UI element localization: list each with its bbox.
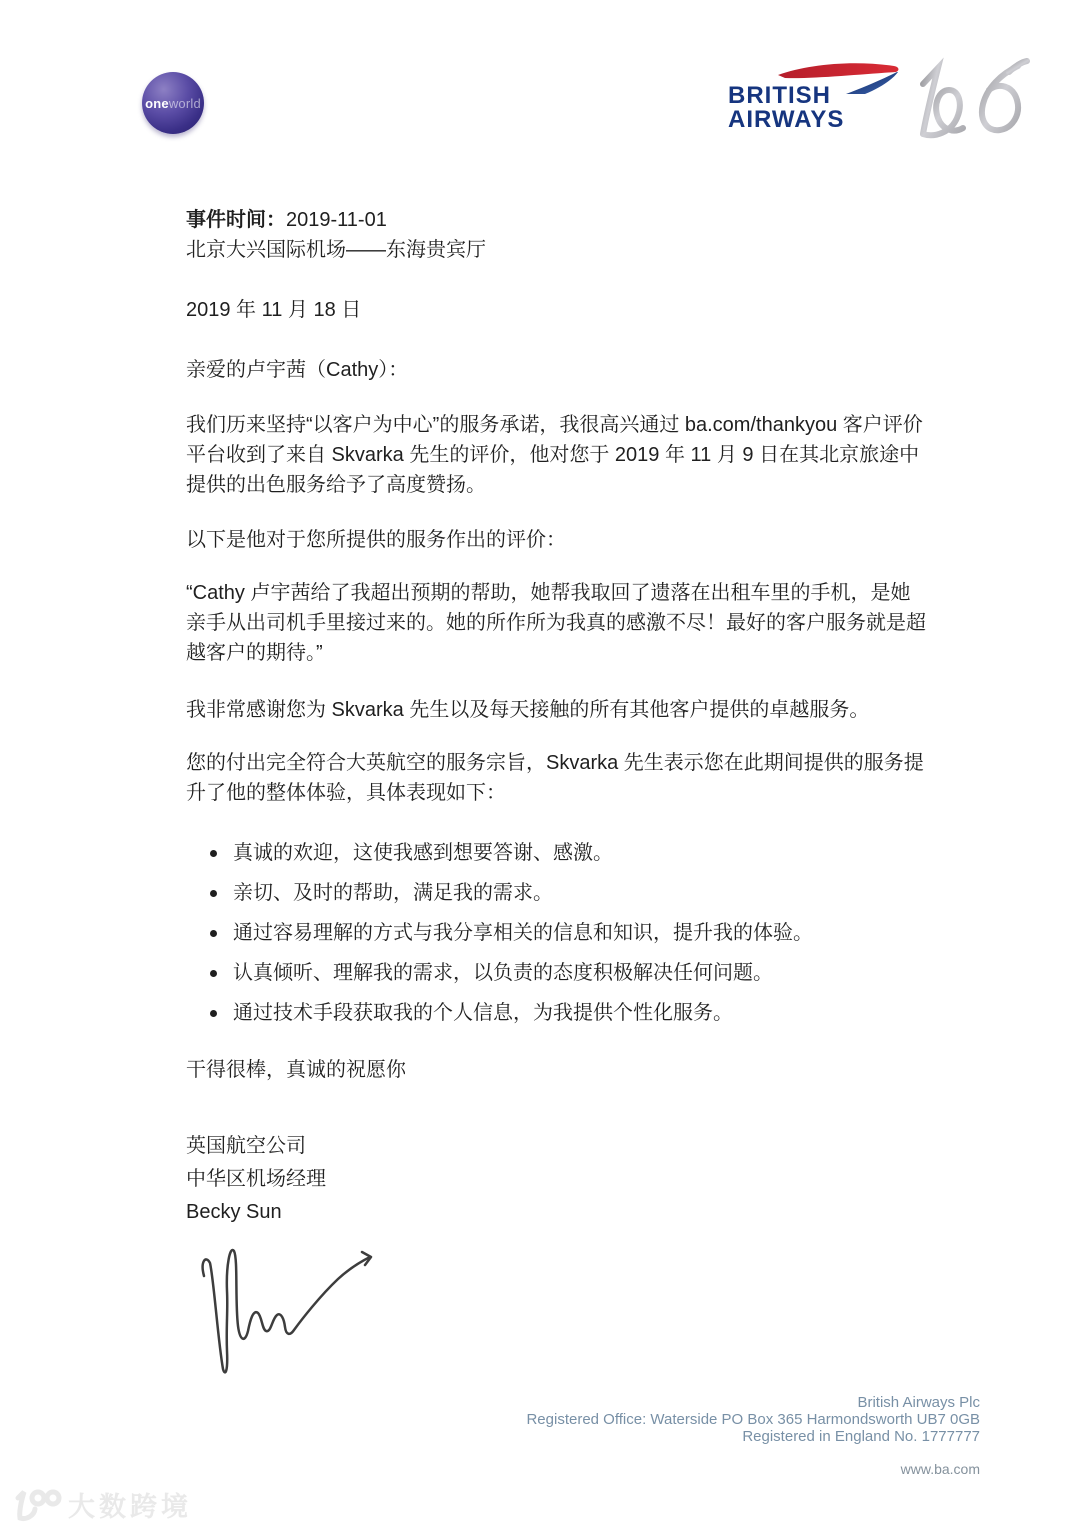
paragraph-lead-in: 以下是他对于您所提供的服务作出的评价： (186, 529, 566, 551)
company-name: 英国航空公司 (186, 1135, 306, 1157)
paragraph-thanks: 我非常感谢您为 Skvarka 先生以及每天接触的所有其他客户提供的卓越服务。 (186, 699, 870, 721)
signature-image (190, 1231, 390, 1381)
ba-wordmark-line1: BRITISH (728, 82, 831, 109)
paragraph-intro: 我们历来坚持“以客户为中心”的服务承诺，我很高兴通过 ba.com/thankyou 客户评价平台收到了来自 Skvarka 先生的评价，他对您于 2019 年 11 月 9 日在其北京旅途中提供的出色服务给予了高度赞扬。 (186, 414, 923, 496)
ba-website-url: www.ba.com (900, 1461, 980, 1477)
centenary-100-icon (905, 52, 1030, 147)
registered-office-block (526, 1394, 980, 1445)
signer-name: Becky Sun (186, 1201, 282, 1223)
oneworld-logo (142, 72, 204, 134)
paragraph-summary: 您的付出完全符合大英航空的服务宗旨，Skvarka 先生表示您在此期间提供的服务提升了他的整体体验，具体表现如下： (186, 752, 924, 804)
ba-wordmark-line2: AIRWAYS (728, 106, 845, 133)
oneworld-word-one: one (145, 95, 169, 111)
service-bullet-list (186, 838, 928, 1028)
watermark-100-icon (10, 1484, 62, 1524)
bullet-item: 认真倾听、理解我的需求，以负责的态度积极解决任何问题。 (186, 958, 928, 988)
watermark (10, 1484, 192, 1524)
bullet-item: 亲切、及时的帮助，满足我的需求。 (186, 878, 928, 908)
oneworld-wordmark (145, 96, 201, 111)
british-airways-wordmark (728, 84, 844, 132)
footer-address: Registered Office: Waterside PO Box 365 Harmondsworth UB7 0GB (526, 1411, 980, 1428)
event-time-label: 事件时间： (186, 209, 286, 231)
footer-company: British Airways Plc (857, 1394, 980, 1411)
signoff-block (186, 1130, 928, 1229)
oneworld-word-world: world (168, 95, 201, 111)
letter-date: 2019 年 11 月 18 日 (186, 299, 362, 321)
event-location: 北京大兴国际机场——东海贵宾厅 (186, 239, 486, 261)
watermark-label: 大数跨境 (68, 1491, 192, 1522)
footer-registration: Registered in England No. 1777777 (742, 1428, 980, 1445)
event-time-line (186, 205, 928, 235)
customer-quote: “Cathy 卢宇茜给了我超出预期的帮助，她帮我取回了遗落在出租车里的手机，是她亲手从出司机手里接过来的。她的所作所为我真的感激不尽！最好的客户服务就是超越客户的期待。” (186, 582, 926, 664)
bullet-item: 通过技术手段获取我的个人信息，为我提供个性化服务。 (186, 998, 928, 1028)
greeting: 亲爱的卢宇茜（Cathy）： (186, 359, 409, 381)
signer-title: 中华区机场经理 (186, 1168, 326, 1190)
bullet-item: 真诚的欢迎，这使我感到想要答谢、感激。 (186, 838, 928, 868)
closing-line: 干得很棒，真诚的祝愿你 (186, 1059, 406, 1081)
event-time-value: 2019-11-01 (286, 209, 387, 231)
bullet-item: 通过容易理解的方式与我分享相关的信息和知识，提升我的体验。 (186, 918, 928, 948)
letter-body (186, 205, 928, 1381)
